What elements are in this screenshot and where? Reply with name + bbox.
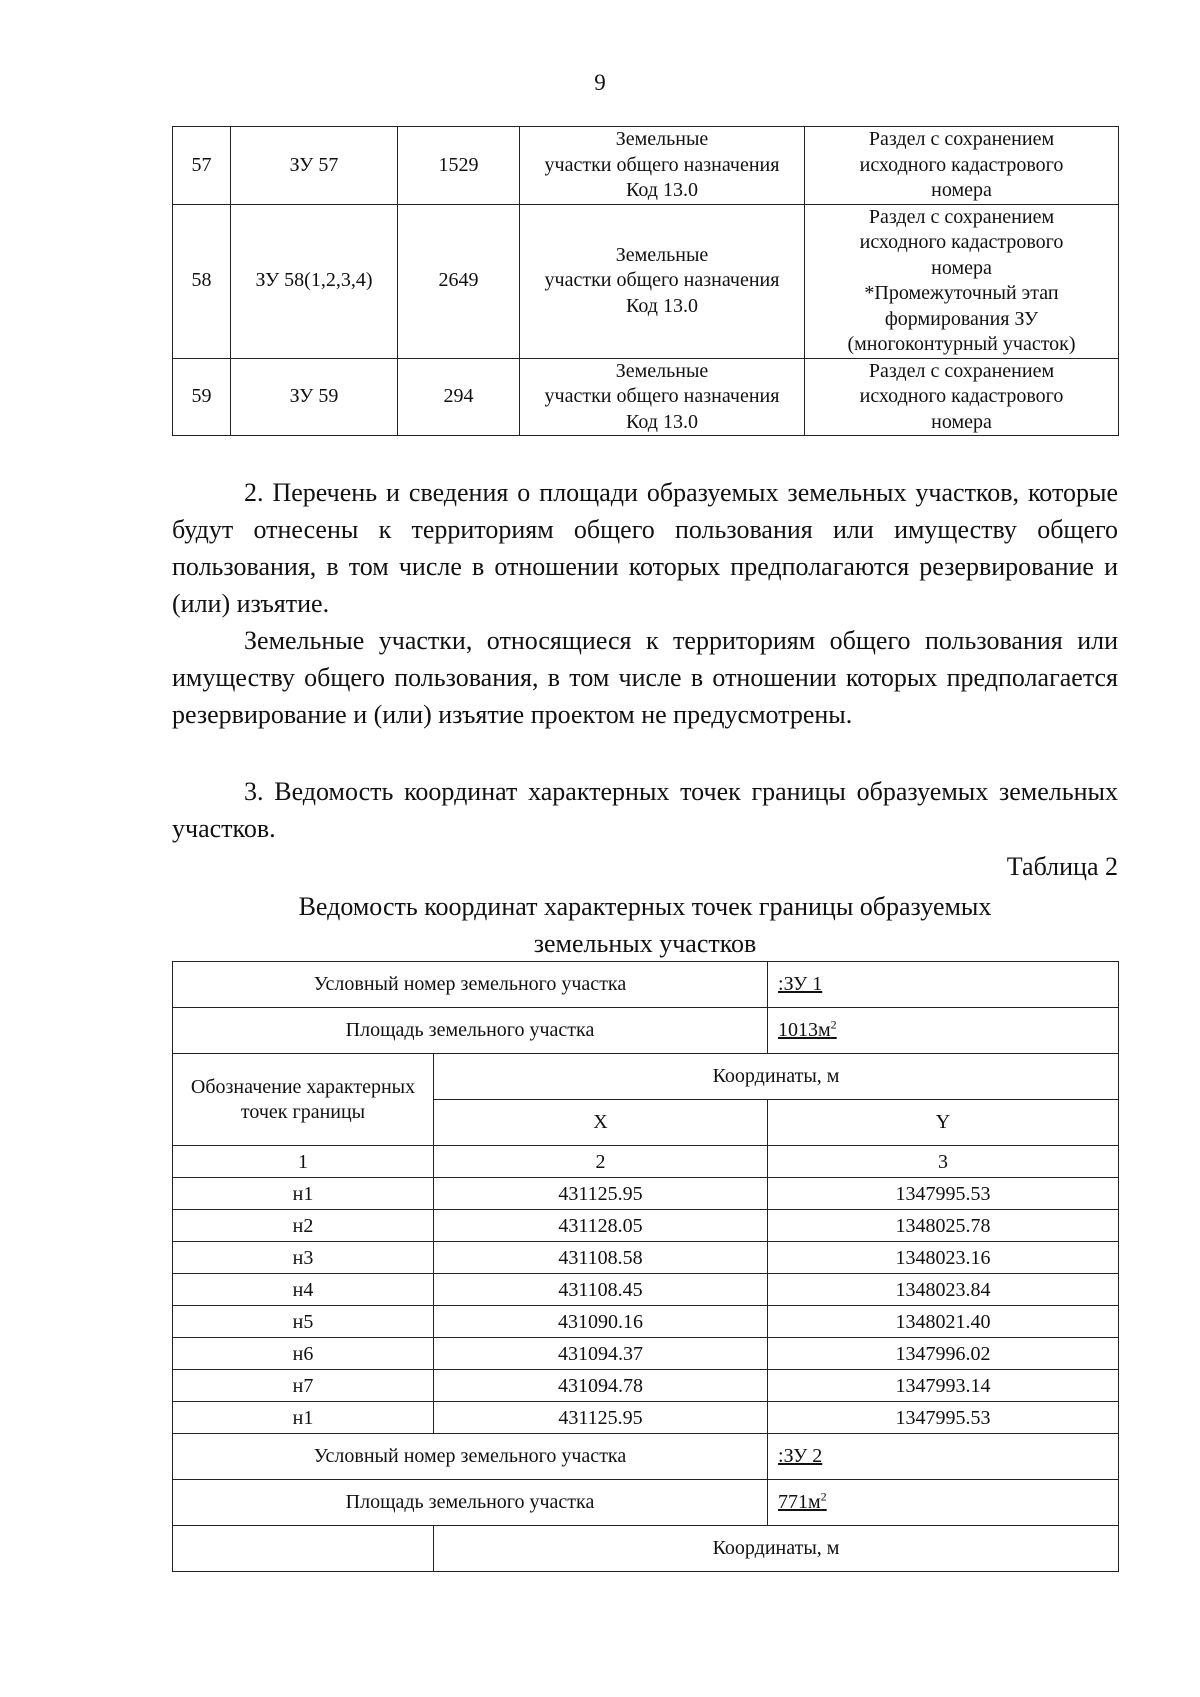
table-caption-line-2: земельных участков (533, 929, 757, 958)
table-caption (172, 888, 1118, 962)
area-label-2: Площадь земельного участка (173, 1480, 768, 1526)
col-number-3: 3 (768, 1146, 1119, 1178)
plot-2-area-value (778, 1491, 827, 1513)
plot-1-area (768, 1008, 1119, 1054)
coords-header: Координаты, м (434, 1054, 1119, 1100)
point-name-cell: н4 (173, 1274, 434, 1306)
plot-1-number (768, 962, 1119, 1008)
cond-number-label-2: Условный номер земельного участка (173, 1434, 768, 1480)
point-y-cell: 1347996.02 (768, 1338, 1119, 1370)
point-x-cell: 431094.78 (434, 1370, 768, 1402)
cond-number-label: Условный номер земельного участка (173, 962, 768, 1008)
point-header-2-empty (173, 1526, 434, 1572)
point-y-cell: 1348023.16 (768, 1242, 1119, 1274)
plot-number-cell: 57 (173, 127, 231, 205)
plot-use-line: участки общего назначения (544, 385, 780, 407)
point-name-cell: н7 (173, 1370, 434, 1402)
point-y-cell: 1347993.14 (768, 1370, 1119, 1402)
plot-row (173, 358, 1119, 436)
coords-header-2: Координаты, м (434, 1526, 1119, 1572)
coordinates-table (172, 961, 1119, 1572)
point-name-cell: н1 (173, 1402, 434, 1434)
plot-method-line: Раздел с сохранением (868, 128, 1055, 150)
point-row (173, 1210, 1119, 1242)
plot-method-line: номера (931, 179, 992, 201)
plot-method-line: номера (931, 256, 992, 279)
plot-method-line: Раздел с сохранением (868, 359, 1055, 382)
plot-use-line: Код 13.0 (626, 294, 698, 317)
paragraph-2-text: 2. Перечень и сведения о площади образуемых земельных участков, которые будут отнесены к территориям общего пользования или имуществу общего пользования, в том числе в отношении которых предполагаются резервирование и (или) изъятие. (172, 478, 1118, 618)
point-x-cell: 431128.05 (434, 1210, 768, 1242)
plot-use-cell (520, 127, 805, 205)
point-row (173, 1370, 1119, 1402)
point-x-cell: 431094.37 (434, 1338, 768, 1370)
plot-method-line: формирования ЗУ (884, 307, 1039, 330)
point-header: Обозначение характерных точек границы (173, 1054, 434, 1146)
col-number-1: 1 (173, 1146, 434, 1178)
plot-method-line: исходного кадастрового (859, 231, 1064, 253)
plot-2-area (768, 1480, 1119, 1526)
point-row (173, 1242, 1119, 1274)
plot-use-line: Код 13.0 (626, 410, 698, 433)
plot-2-area-text: 771м (778, 1491, 821, 1513)
plot-area-cell: 1529 (398, 127, 520, 205)
plot-number-cell: 58 (173, 204, 231, 358)
plot-1-area-text: 1013м (778, 1019, 831, 1041)
point-y-cell: 1348021.40 (768, 1306, 1119, 1338)
plot-use-line: Земельные (615, 359, 709, 382)
point-row (173, 1338, 1119, 1370)
paragraph-3 (172, 773, 1118, 847)
point-name-cell: н3 (173, 1242, 434, 1274)
plot-method-cell (805, 358, 1119, 436)
plot-area-cell: 2649 (398, 204, 520, 358)
plot-method-line: (многоконтурный участок) (847, 333, 1076, 355)
point-y-cell: 1348023.84 (768, 1274, 1119, 1306)
plot-label-cell: ЗУ 59 (231, 358, 398, 436)
plots-table (172, 126, 1119, 436)
point-x-cell: 431108.58 (434, 1242, 768, 1274)
y-header: Y (768, 1100, 1119, 1146)
plot-use-line: Код 13.0 (626, 179, 698, 201)
plot-2-number-value: :ЗУ 2 (778, 1445, 823, 1467)
plot-2-number (768, 1434, 1119, 1480)
paragraph-land-plots (172, 622, 1118, 733)
plot-1-area-sup: 2 (830, 1017, 837, 1032)
plot-method-cell (805, 127, 1119, 205)
point-y-cell: 1348025.78 (768, 1210, 1119, 1242)
plot-method-line: *Промежуточный этап (864, 282, 1059, 304)
point-row (173, 1178, 1119, 1210)
point-y-cell: 1347995.53 (768, 1178, 1119, 1210)
plot-1-area-value (778, 1019, 837, 1041)
paragraph-land-plots-text: Земельные участки, относящиеся к территориям общего пользования или имуществу общего пользования, в том числе в отношении которых предполагается резервирование и (или) изъятие проектом не предусмотрены. (172, 626, 1118, 729)
plot-use-cell (520, 204, 805, 358)
point-name-cell: н5 (173, 1306, 434, 1338)
plot-use-line: Земельные (615, 243, 709, 266)
point-name-cell: н1 (173, 1178, 434, 1210)
paragraph-3-text: 3. Ведомость координат характерных точек границы образуемых земельных участков. (172, 777, 1118, 843)
plot-use-line: Земельные (615, 128, 709, 150)
point-row (173, 1306, 1119, 1338)
plot-label-cell: ЗУ 57 (231, 127, 398, 205)
point-name-cell: н2 (173, 1210, 434, 1242)
plot-label-cell: ЗУ 58(1,2,3,4) (231, 204, 398, 358)
point-row (173, 1402, 1119, 1434)
plot-row (173, 204, 1119, 358)
table-label: Таблица 2 (1006, 852, 1118, 881)
paragraph-2 (172, 474, 1118, 622)
plot-method-line: Раздел с сохранением (868, 205, 1055, 228)
point-x-cell: 431090.16 (434, 1306, 768, 1338)
table-caption-line-1: Ведомость координат характерных точек границы образуемых (298, 892, 992, 921)
plot-row (173, 127, 1119, 205)
point-y-cell: 1347995.53 (768, 1402, 1119, 1434)
plot-use-cell (520, 358, 805, 436)
plot-use-line: участки общего назначения (544, 153, 780, 176)
point-x-cell: 431125.95 (434, 1402, 768, 1434)
plot-1-number-value: :ЗУ 1 (778, 973, 823, 995)
x-header: X (434, 1100, 768, 1146)
point-row (173, 1274, 1119, 1306)
plot-method-cell (805, 204, 1119, 358)
plot-method-line: исходного кадастрового (859, 385, 1064, 407)
col-number-2: 2 (434, 1146, 768, 1178)
page-number: 9 (594, 70, 606, 95)
plot-2-area-sup: 2 (820, 1489, 827, 1504)
plot-area-cell: 294 (398, 358, 520, 436)
point-x-cell: 431108.45 (434, 1274, 768, 1306)
plot-number-cell: 59 (173, 358, 231, 436)
plot-method-line: исходного кадастрового (859, 153, 1064, 176)
point-x-cell: 431125.95 (434, 1178, 768, 1210)
area-label: Площадь земельного участка (173, 1008, 768, 1054)
plot-use-line: участки общего назначения (544, 269, 780, 292)
plot-method-line: номера (931, 410, 992, 433)
point-name-cell: н6 (173, 1338, 434, 1370)
